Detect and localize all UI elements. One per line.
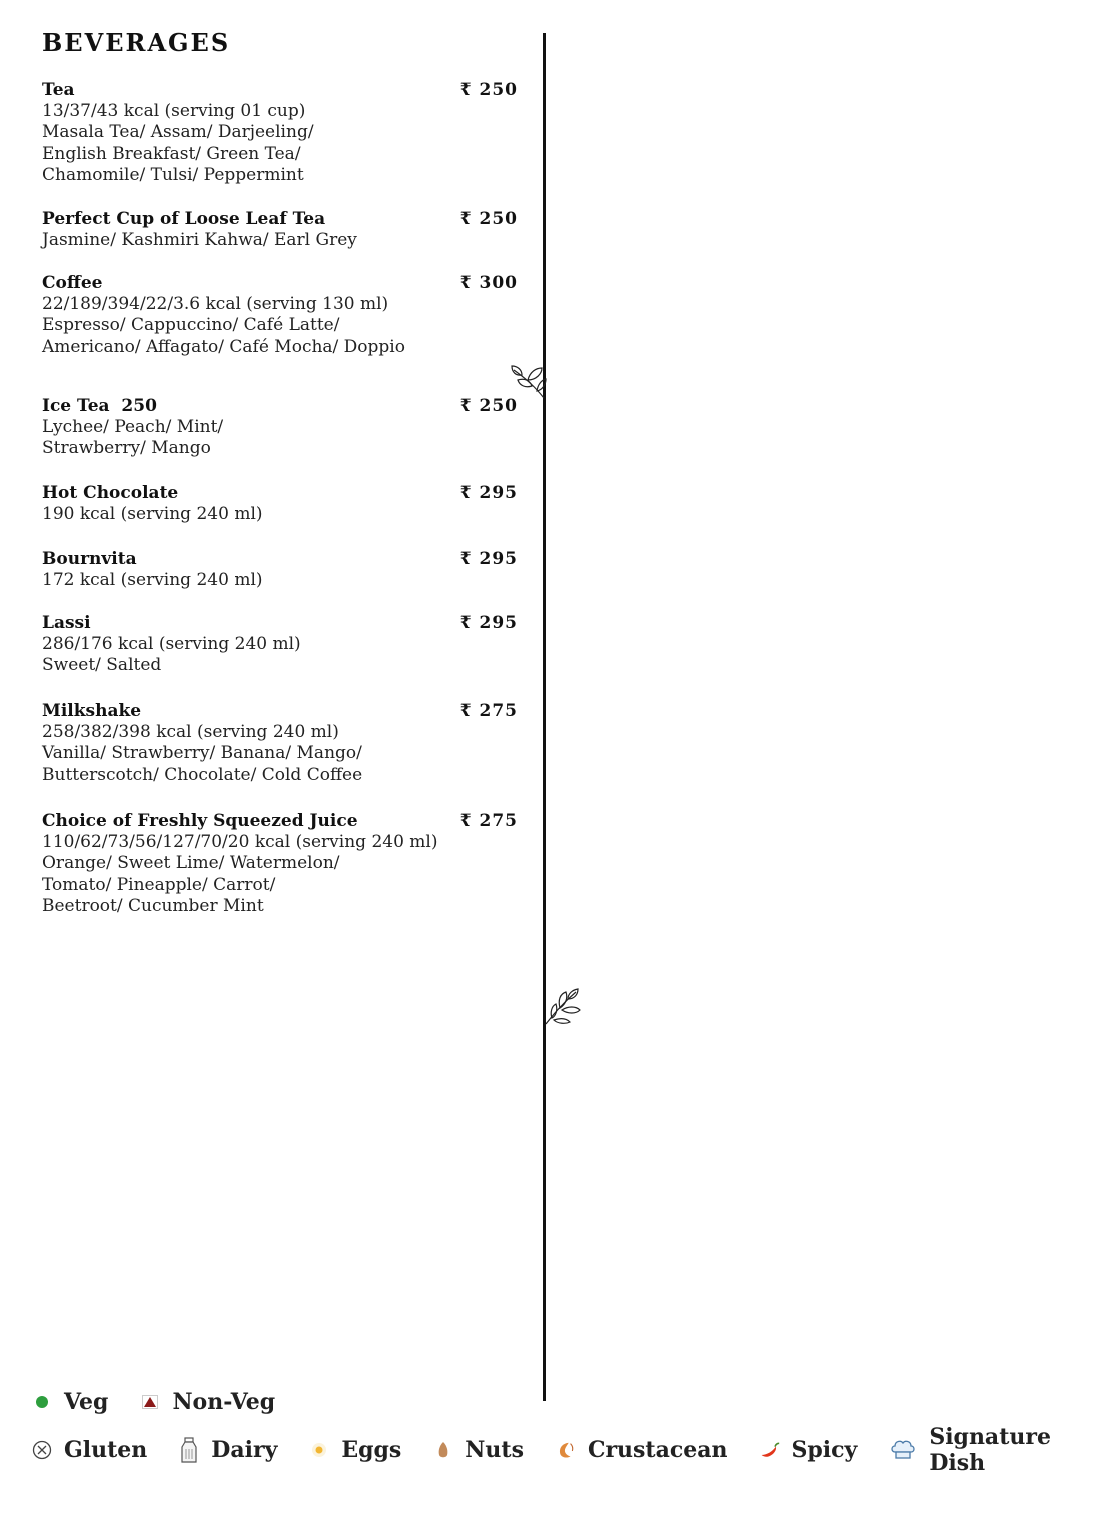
legend-non-veg <box>140 1389 275 1415</box>
legend-label: Veg <box>64 1389 109 1415</box>
item-description: 13/37/43 kcal (serving 01 cup) <box>42 101 306 121</box>
item-description: Butterscotch/ Chocolate/ Cold Coffee <box>42 764 363 785</box>
legend-label: Spicy <box>791 1437 858 1463</box>
dairy-icon <box>179 1439 199 1461</box>
menu-item-fresh-juice <box>42 811 522 917</box>
legend-label: Eggs <box>341 1437 402 1463</box>
legend-label: Dairy <box>211 1437 278 1463</box>
item-price: ₹ 295 <box>459 483 518 503</box>
legend-veg <box>32 1389 108 1415</box>
nuts-icon <box>433 1439 453 1461</box>
vertical-divider <box>543 33 546 1401</box>
item-description: Lychee/ Peach/ Mint/ <box>42 417 224 437</box>
item-description: Strawberry/ Mango <box>42 438 211 459</box>
item-description: English Breakfast/ Green Tea/ <box>42 143 301 164</box>
item-description: 22/189/394/22/3.6 kcal (serving 130 ml) <box>42 294 389 314</box>
legend-label: Crustacean <box>587 1437 728 1463</box>
item-name: Milkshake <box>42 701 142 721</box>
legend-diet <box>32 1389 307 1415</box>
item-price: ₹ 250 <box>459 396 518 416</box>
legend-label: Nuts <box>465 1437 524 1463</box>
gluten-icon <box>32 1439 52 1461</box>
non-veg-triangle-icon <box>140 1391 160 1413</box>
veg-dot-icon <box>32 1391 52 1413</box>
item-name: Bournvita <box>42 549 137 569</box>
legend-gluten <box>32 1437 147 1463</box>
item-name: Coffee <box>42 273 103 293</box>
item-description: Beetroot/ Cucumber Mint <box>42 895 264 916</box>
item-description: 190 kcal (serving 240 ml) <box>42 504 263 524</box>
legend-nuts <box>433 1437 524 1463</box>
menu-item-bournvita <box>42 549 522 591</box>
item-price: ₹ 275 <box>459 701 518 721</box>
item-description: 172 kcal (serving 240 ml) <box>42 570 263 590</box>
spicy-icon <box>760 1439 780 1461</box>
item-price: ₹ 295 <box>459 549 518 569</box>
item-description: 110/62/73/56/127/70/20 kcal (serving 240 ml) <box>42 832 438 852</box>
item-price: ₹ 275 <box>459 811 518 831</box>
item-description: 258/382/398 kcal (serving 240 ml) <box>42 722 339 742</box>
item-description: Tomato/ Pineapple/ Carrot/ <box>42 874 276 895</box>
item-description: Masala Tea/ Assam/ Darjeeling/ <box>42 122 314 143</box>
menu-item-coffee <box>42 273 522 358</box>
item-description: Vanilla/ Strawberry/ Banana/ Mango/ <box>42 743 362 764</box>
item-price: ₹ 250 <box>459 80 518 100</box>
legend-signature-dish <box>889 1424 1082 1476</box>
item-description: Chamomile/ Tulsi/ Peppermint <box>42 164 304 185</box>
legend-spicy <box>760 1437 858 1463</box>
item-price: ₹ 300 <box>459 273 518 293</box>
item-price: ₹ 250 <box>459 209 518 229</box>
legend-dairy <box>179 1437 277 1463</box>
menu-item-loose-leaf-tea <box>42 209 522 251</box>
leaf-branch-icon <box>544 986 584 1026</box>
legend-label: Gluten <box>64 1437 148 1463</box>
item-name: Choice of Freshly Squeezed Juice <box>42 811 358 831</box>
menu-item-ice-tea <box>42 396 522 460</box>
item-price: ₹ 295 <box>459 613 518 633</box>
item-name: Hot Chocolate <box>42 483 179 503</box>
eggs-icon <box>309 1439 329 1461</box>
menu-item-tea <box>42 80 522 186</box>
menu-item-hot-chocolate <box>42 483 522 525</box>
item-description: Espresso/ Cappuccino/ Café Latte/ <box>42 315 340 336</box>
legend-label: Signature Dish <box>929 1424 1051 1476</box>
item-name: Perfect Cup of Loose Leaf Tea <box>42 209 326 229</box>
item-description: Orange/ Sweet Lime/ Watermelon/ <box>42 853 340 874</box>
legend-crustacean <box>556 1437 728 1463</box>
crustacean-icon <box>556 1439 576 1461</box>
signature-dish-icon <box>889 1439 917 1461</box>
legend-label: Non-Veg <box>172 1389 276 1415</box>
menu-item-milkshake <box>42 701 522 786</box>
leaf-branch-icon <box>508 360 548 400</box>
legend-allergens <box>32 1424 1114 1476</box>
item-description: Sweet/ Salted <box>42 655 162 676</box>
item-name: Tea <box>42 80 75 100</box>
item-name: Lassi <box>42 613 91 633</box>
item-description: Americano/ Affagato/ Café Mocha/ Doppio <box>42 336 405 357</box>
menu-item-lassi <box>42 613 522 677</box>
item-name: Ice Tea 250 <box>42 396 157 416</box>
item-description: 286/176 kcal (serving 240 ml) <box>42 634 301 654</box>
section-title: BEVERAGES <box>42 28 231 57</box>
item-description: Jasmine/ Kashmiri Kahwa/ Earl Grey <box>42 230 357 250</box>
legend-eggs <box>309 1437 401 1463</box>
